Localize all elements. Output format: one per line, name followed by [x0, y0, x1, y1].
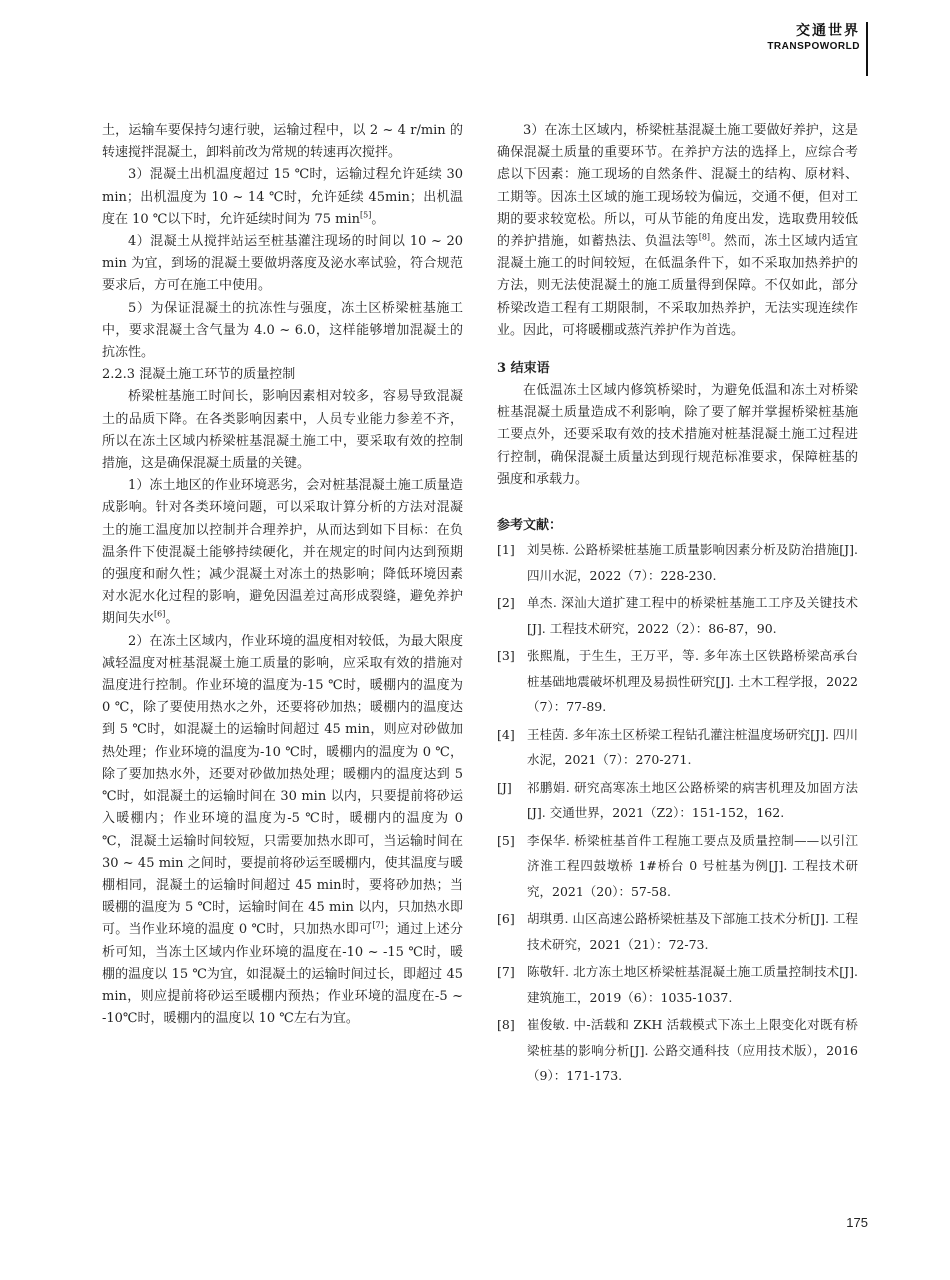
paragraph — [102, 631, 463, 1031]
reference-number: [7] — [497, 964, 515, 980]
reference-text: 李保华. 桥梁桩基首件工程施工要点及质量控制——以引江济淮工程四鼓墩桥 1#桥台 0 号桩基为例[J]. 工程技术研究，2021（20）：57-58. — [527, 832, 858, 899]
reference-text: 张熙胤，于生生，王万平，等. 多年冻土区铁路桥梁高承台桩基础地震破坏机理及易损性研究[J]. 土木工程学报，2022（7）：77-89. — [527, 648, 858, 715]
paragraph — [102, 164, 463, 231]
paragraph — [497, 120, 858, 342]
citation-ref: [7] — [372, 920, 384, 930]
header-divider — [866, 22, 868, 76]
reference-item — [497, 590, 858, 641]
paragraph-text: 3）混凝土出机温度超过 15 ℃时，运输过程允许延续 30 min；出机温度为 10 ~ 14 ℃时，允许延续 45min；出机温度在 10 ℃以下时，允许延续时间为 75 min — [102, 167, 463, 227]
reference-number: [5] — [497, 832, 515, 848]
paragraph: 5）为保证混凝土的抗冻性与强度，冻土区桥梁桩基施工中，要求混凝土含气量为 4.0 ~ 6.0，这样能够增加混凝土的抗冻性。 — [102, 300, 463, 361]
reference-number: [3] — [497, 648, 515, 664]
paragraph-text: 1）冻土地区的作业环境恶劣，会对桩基混凝土施工质量造成影响。针对各类环境问题，可以采取计算分析的方法对混凝土的施工温度加以控制并合理养护，从而达到如下目标：在负温条件下使混凝土能够持续硬化，并在规定的时间内达到预期的强度和耐久性；减少混凝土对冻土的热影响；降低环境因素对水泥水化过程的影响，避免因温差过高形成裂缝，避免养护期间失水 — [102, 478, 463, 627]
journal-header — [767, 22, 860, 54]
paragraph — [102, 475, 463, 630]
reference-number: [4] — [497, 726, 515, 742]
reference-text: 王桂茵. 多年冻土区桥梁工程钻孔灌注桩温度场研究[J]. 四川水泥，2021（7）：270-271. — [527, 726, 858, 768]
paragraph: 桥梁桩基施工时间长，影响因素相对较多，容易导致混凝土的品质下降。在各类影响因素中，人员专业能力参差不齐，所以在冻土区域内桥梁桩基混凝土施工中，要采取有效的控制措施，这是确保混凝土质量的关键。 — [102, 389, 463, 472]
paragraph: 在低温冻土区域内修筑桥梁时，为避免低温和冻土对桥梁桩基混凝土质量造成不利影响，除了要了解并掌握桥梁桩基施工要点外，还要采取有效的技术措施对桩基混凝土施工过程进行控制，确保混凝土质量达到现行规范标准要求，保障桩基的强度和承载力。 — [497, 383, 858, 487]
paragraph-text: 。然而，冻土区域内适宜混凝土施工的时间较短，在低温条件下，如不采取加热养护的方法，则无法使混凝土的施工质量得到保障。不仅如此，部分桥梁改造工程有工期限制，不采取加热养护，无法实现连续作业。因此，可将暖棚或蒸汽养护作为首选。 — [497, 234, 858, 338]
reference-item — [497, 828, 858, 905]
citation-ref: [5] — [360, 210, 372, 220]
citation-ref: [6] — [154, 610, 166, 620]
reference-list — [497, 537, 858, 1089]
reference-item — [497, 537, 858, 588]
left-column — [102, 120, 463, 1030]
reference-text: 陈敬轩. 北方冻土地区桥梁桩基混凝土施工质量控制技术[J]. 建筑施工，2019（6）：1035-1037. — [527, 964, 858, 1005]
reference-item — [497, 643, 858, 720]
page-number: 175 — [846, 1215, 868, 1230]
paragraph-end: 。 — [165, 611, 179, 627]
journal-name-cn: 交通世界 — [796, 23, 860, 39]
reference-number: [2] — [497, 595, 515, 611]
reference-number: [6] — [497, 911, 515, 927]
paragraph: 土，运输车要保持匀速行驶，运输过程中，以 2 ~ 4 r/min 的转速搅拌混凝土，卸料前改为常规的转速再次搅拌。 — [102, 123, 463, 161]
journal-name-en: TRANSPOWORLD — [767, 41, 860, 52]
right-column — [497, 120, 858, 1089]
paragraph: 4）混凝土从搅拌站运至桩基灌注现场的时间以 10 ~ 20 min 为宜，到场的混凝土要做坍落度及泌水率试验，符合规范要求后，方可在施工中使用。 — [102, 234, 463, 294]
reference-text: 胡琪勇. 山区高速公路桥梁桩基及下部施工技术分析[J]. 工程技术研究，2021（21）：72-73. — [527, 911, 858, 952]
paragraph-text: 3）在冻土区域内，桥梁桩基混凝土施工要做好养护，这是确保混凝土质量的重要环节。在养护方法的选择上，应综合考虑以下因素：施工现场的自然条件、混凝土的结构、原材料、工期等。因冻土区域的施工现场较为偏远，交通不便，但对工期的要求较宽松。所以，可从节能的角度出发，选取费用较低的养护措施，如蓄热法、负温法等 — [497, 123, 858, 250]
paragraph-text: 2）在冻土区域内，作业环境的温度相对较低，为最大限度减轻温度对桩基混凝土施工质量的影响，应采取有效的措施对温度进行控制。作业环境的温度为-15 ℃时，暖棚内的温度为 0 ℃，除了要使用热水之外，还要将砂加热；暖棚内的温度达到 5 ℃时，如混凝土的运输时间超过 45 min，则应对砂做加热处理；作业环境的温度为-10 ℃时，暖棚内的温度为 0 ℃，除了要加热水外，还要对砂做加热处理；暖棚内的温度达到 5 ℃时，如混凝土的运输时间在 30 min 以内，只要提前将砂运入暖棚内；作业环境的温度为-5 ℃时，暖棚内的温度为 0 ℃，混凝土运输时间较短，只需要加热水即可，当运输时间在 30 ~ 45 min 之间时，要提前将砂运至暖棚内，使其温度与暖棚相同，混凝土的运输时间超过 45 min时，要将砂加热；当暖棚的温度为 5 ℃时，运输时间在 45 min 以内，只加热水即可。当作业环境的温度 0 ℃时，只加热水即可 — [102, 633, 463, 938]
reference-item — [497, 906, 858, 957]
paragraph-end: 。 — [371, 211, 385, 227]
reference-item — [497, 722, 858, 773]
reference-item — [497, 1012, 858, 1089]
reference-text: 刘昊栋. 公路桥梁桩基施工质量影响因素分析及防治措施[J]. 四川水泥，2022（7）：228-230. — [527, 542, 858, 583]
reference-text: 崔俊敏. 中-活载和 ZKH 活载模式下冻土上限变化对既有桥梁桩基的影响分析[J]. 公路交通科技（应用技术版），2016（9）：171-173. — [527, 1017, 858, 1084]
reference-text: 单杰. 深汕大道扩建工程中的桥梁桩基施工工序及关键技术[J]. 工程技术研究，2022（2）：86-87，90. — [527, 595, 858, 636]
paragraph-text: ；通过上述分析可知，当冻土区域内作业环境的温度在-10 ~ -15 ℃时，暖棚的温度以 15 ℃为宜，如混凝土的运输时间过长，即超过 45 min，则应提前将砂运至暖棚内预热；作业环境的温度在-5 ~ -10℃时，暖棚内的温度以 10 ℃左右为宜。 — [102, 922, 463, 1027]
reference-item — [497, 775, 858, 826]
reference-item — [497, 959, 858, 1010]
references-heading: 参考文献： — [497, 518, 563, 534]
citation-ref: [8] — [698, 232, 711, 242]
reference-number: [8] — [497, 1017, 515, 1033]
section-heading: 3 结束语 — [497, 361, 550, 377]
reference-number: [1] — [497, 542, 515, 558]
reference-number: [J] — [497, 779, 512, 795]
subsection-heading: 2.2.3 混凝土施工环节的质量控制 — [102, 367, 296, 383]
reference-text: 祁鹏娟. 研究高寒冻土地区公路桥梁的病害机理及加固方法[J]. 交通世界，2021（Z2）：151-152，162. — [527, 779, 858, 821]
